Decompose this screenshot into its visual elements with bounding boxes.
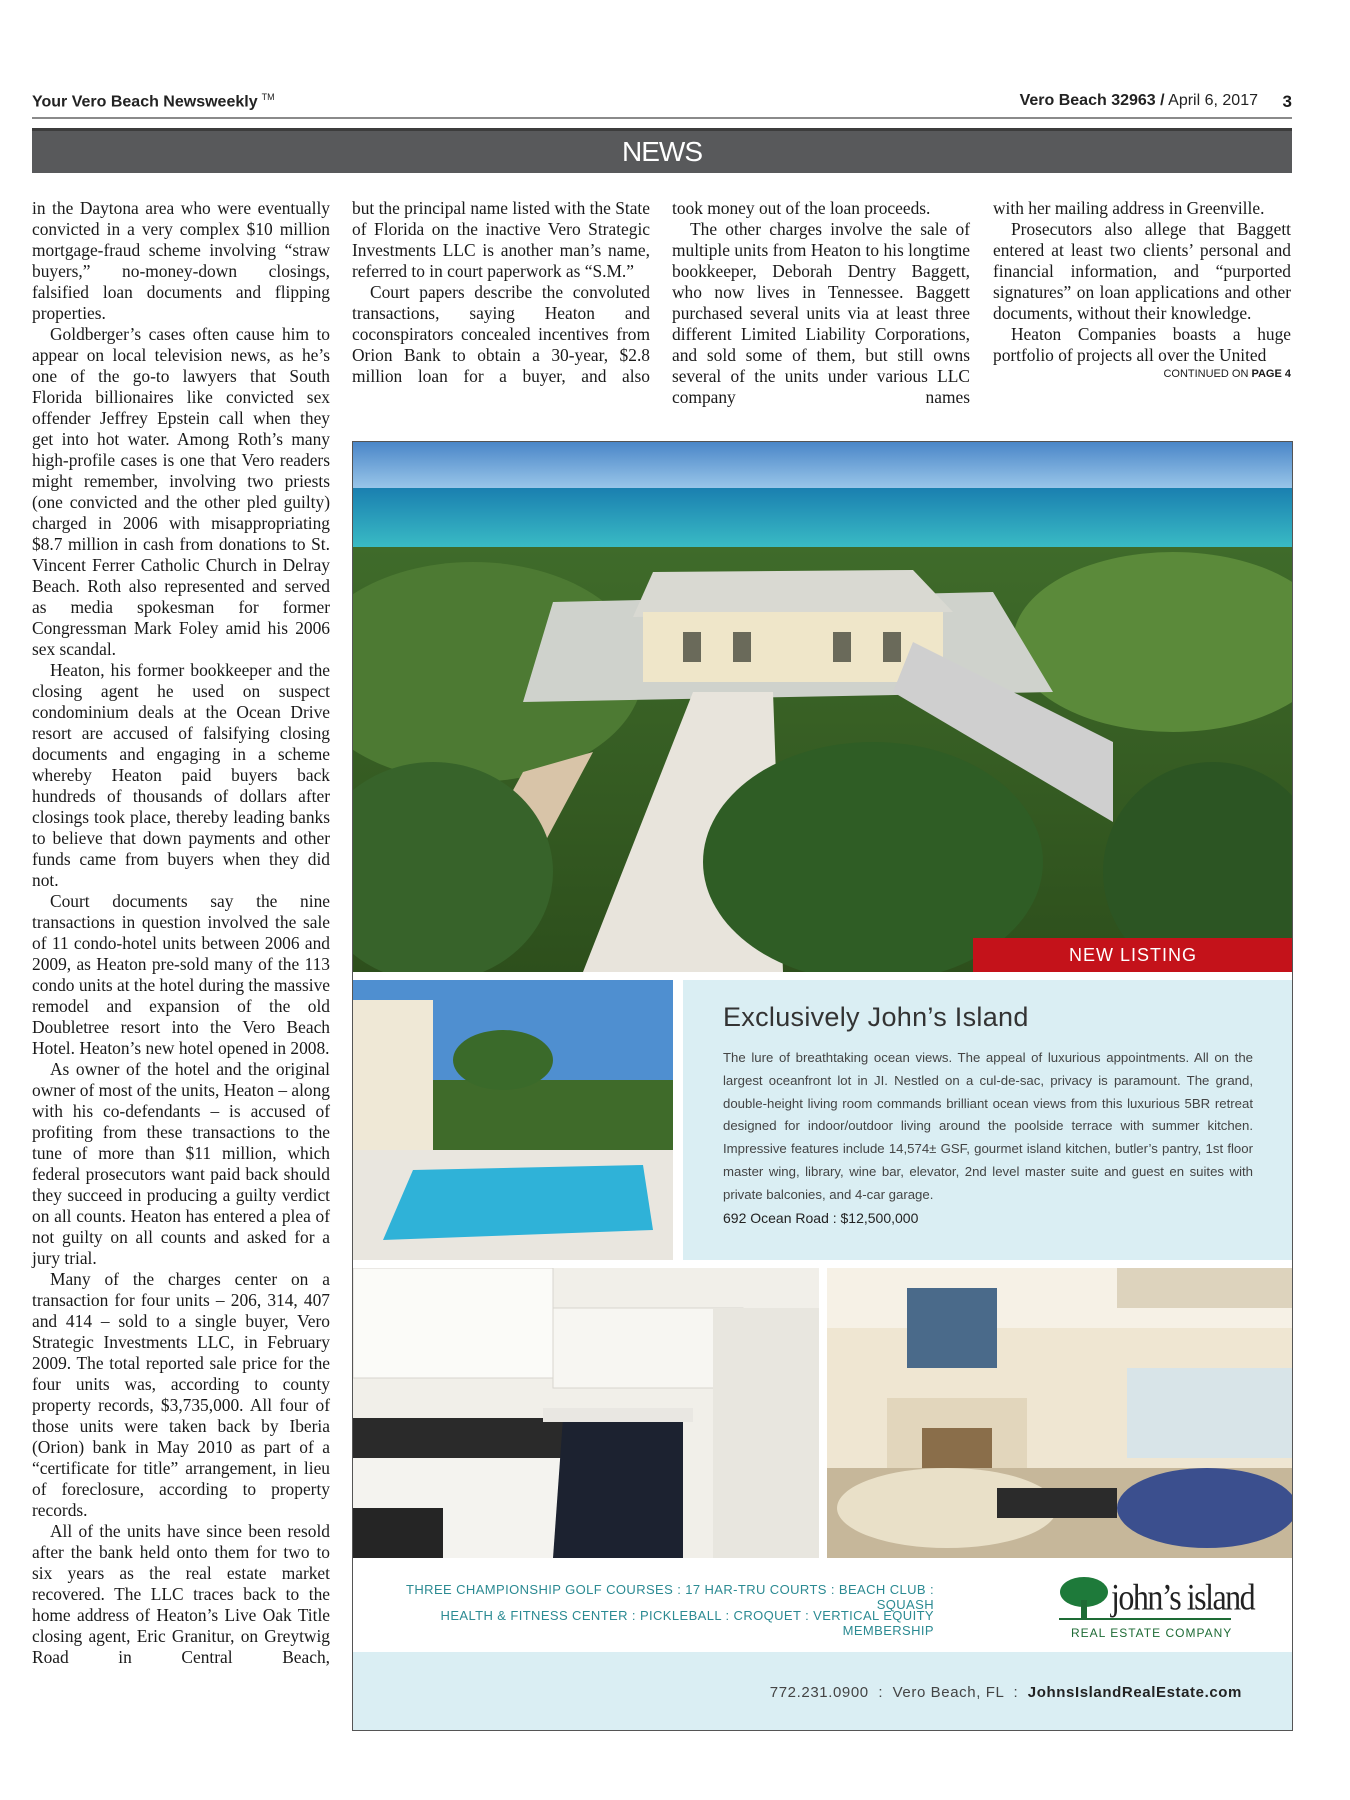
continued-page: PAGE 4 (1251, 368, 1291, 380)
listing-description: The lure of breathtaking ocean views. The appeal of luxurious appointments. All on the largest oceanfront lot in JI. Nestled on a cul-de-sac, privacy is paramount. The grand, double-height living room commands brilliant ocean views from this luxurious 5BR retreat designed for indoor/outdoor living around the poolside terrace with summer kitchen. Impressive features include 14,574± GSF, gourmet island kitchen, butler’s pantry, 1st floor master wing, library, wine bar, elevator, 2nd level master suite and guest en suites with private balconies, and 4-car garage. (723, 1050, 1253, 1202)
article-column-4 (993, 198, 1291, 380)
article-paragraph: As owner of the hotel and the original owner of most of the units, Heaton – along with his co-defendants – is accused of profiting from these transactions to the tune of more than $11 million, which federal prosecutors want paid back should they succeed in producing a guilty verdict on all counts. Heaton has entered a plea of not guilty on all counts and asked for a jury trial. (32, 1059, 331, 1268)
continued-on-link[interactable] (993, 368, 1291, 380)
living-room-photo (827, 1268, 1293, 1558)
amenities-line-1: THREE CHAMPIONSHIP GOLF COURSES : 17 HAR-TRU COURTS : BEACH CLUB : SQUASH (406, 1582, 934, 1612)
phone-number[interactable]: 772.231.0900 (769, 1684, 869, 1701)
listing-description-panel (683, 980, 1293, 1260)
edition: Vero Beach 32963 (1019, 92, 1156, 109)
listing-address-price: 692 Ocean Road : $12,500,000 (723, 1209, 919, 1226)
article-paragraph: Heaton Companies boasts a huge portfolio of projects all over the United (993, 324, 1291, 365)
article-paragraph: Many of the charges center on a transaction for four units – 206, 314, 407 and 414 – sold to a single buyer, Vero Strategic Investments LLC, in February 2009. The total reported sale price for the four units was, according to county property records, $3,735,000. All four of those units were taken back by Iberia (Orion) bank in May 2010 as part of a “certificate for title” arrangement, in lieu of foreclosure, according to property records. (32, 1269, 330, 1520)
contact-bar (353, 1652, 1293, 1731)
logo-underline (1059, 1618, 1231, 1620)
article-paragraph: took money out of the loan proceeds. (672, 198, 931, 218)
section-banner: NEWS (32, 128, 1292, 173)
website-link[interactable]: JohnsIslandRealEstate.com (1027, 1684, 1242, 1701)
publication-title: Your Vero Beach Newsweekly (32, 93, 258, 111)
publication-name (32, 92, 275, 111)
continued-label: CONTINUED ON (1163, 368, 1249, 380)
aerial-estate-photo (353, 442, 1293, 972)
article-paragraph: All of the units have since been resold after the bank held onto them for two to six years as the real estate market recovered. The LLC traces back to the home address of Heaton’s Live Oak Title closing agent, Eric Granitur, on Greytwig Road in Central Beach, (32, 1521, 330, 1667)
article-paragraph: Court documents say the nine transactions in question involved the sale of 11 condo-hotel units between 2006 and 2009, as Heaton pre-sold many of the 113 condo units at the hotel during the massive remodel and expansion of the old Doubletree resort into the Vero Beach Hotel. Heaton’s new hotel opened in 2008. (32, 891, 331, 1058)
page-number: 3 (1282, 92, 1292, 111)
article-paragraph: Goldberger’s cases often cause him to appear on local television news, as he’s one of the go-to lawyers that South Florida billionaires like convicted sex offender Jeffrey Epstein call when they get into hot water. Among Roth’s many high-profile cases is one that Vero readers might remember, involving two priests (one convicted and the other pled guilty) charged in 2006 with misappropriating $8.7 million in cash from donations to St. Vincent Ferrer Catholic Church in Delray Beach. Roth also represented and served as media spokesman for former Congressman Mark Foley amid his 2006 sex scandal. (32, 324, 330, 659)
article-paragraph: with her mailing address in Greenville. (993, 198, 1265, 218)
separator: / (1160, 92, 1165, 109)
pool-photo (353, 980, 673, 1260)
article-column-3 (672, 198, 970, 408)
logo-name: john’s island (1111, 1576, 1255, 1618)
issue-date: April 6, 2017 (1168, 92, 1258, 109)
separator: : (1013, 1684, 1019, 1701)
article-column-2 (352, 198, 650, 387)
article-paragraph: Heaton, his former bookkeeper and the closing agent he used on suspect condominium deals at the Ocean Drive resort are accused of falsifying closing documents and engaging in a scheme whereby Heaton paid buyers back hundreds of thousands of dollars after closings took place, thereby leading banks to believe that down payments and other funds came from buyers when they did not. (32, 660, 330, 890)
article-column-1 (32, 198, 330, 1668)
article-paragraph: The other charges involve the sale of multiple units from Heaton to his longtime bookkeeper, Deborah Dentry Baggett, who now lives in Tennessee. Baggett purchased several units via at least three different Limited Liability Corporations, and sold some of them, but still owns several of the units under various LLC company names (672, 219, 970, 407)
article-paragraph: but the principal name listed with the State of Florida on the inactive Vero Strategic Investments LLC is another man’s name, referred to in court paperwork as “S.M.” (352, 198, 650, 281)
real-estate-advertisement[interactable] (352, 441, 1293, 1731)
article-paragraph: Prosecutors also allege that Baggett entered at least two clients’ personal and financial information, and “purported signatures” on loan applications and other documents, without their knowledge. (993, 219, 1291, 323)
amenities-and-logo (353, 1562, 1293, 1652)
separator: : (878, 1684, 884, 1701)
oak-tree-icon (1059, 1576, 1109, 1620)
logo-subtitle: REAL ESTATE COMPANY (1071, 1626, 1233, 1640)
edition-date (1020, 92, 1258, 110)
header-rule (32, 117, 1292, 119)
kitchen-photo (353, 1268, 819, 1558)
new-listing-badge: NEW LISTING (973, 938, 1293, 972)
johns-island-logo[interactable] (1059, 1576, 1259, 1646)
listing-title: Exclusively John’s Island (723, 1002, 1029, 1032)
article-paragraph: in the Daytona area who were eventually convicted in a very complex $10 million mortgage-fraud scheme involving “straw buyers,” no-money-down closings, falsified loan documents and flipping properties. (32, 198, 330, 323)
amenities-line-2: HEALTH & FITNESS CENTER : PICKLEBALL : CROQUET : VERTICAL EQUITY MEMBERSHIP (440, 1608, 934, 1638)
trademark: TM (261, 92, 275, 102)
location: Vero Beach, FL (892, 1684, 1004, 1701)
article-paragraph: Court papers describe the convoluted transactions, saying Heaton and coconspirators concealed incentives from Orion Bank to obtain a 30-year, $2.8 million loan for a buyer, and also (352, 282, 650, 386)
